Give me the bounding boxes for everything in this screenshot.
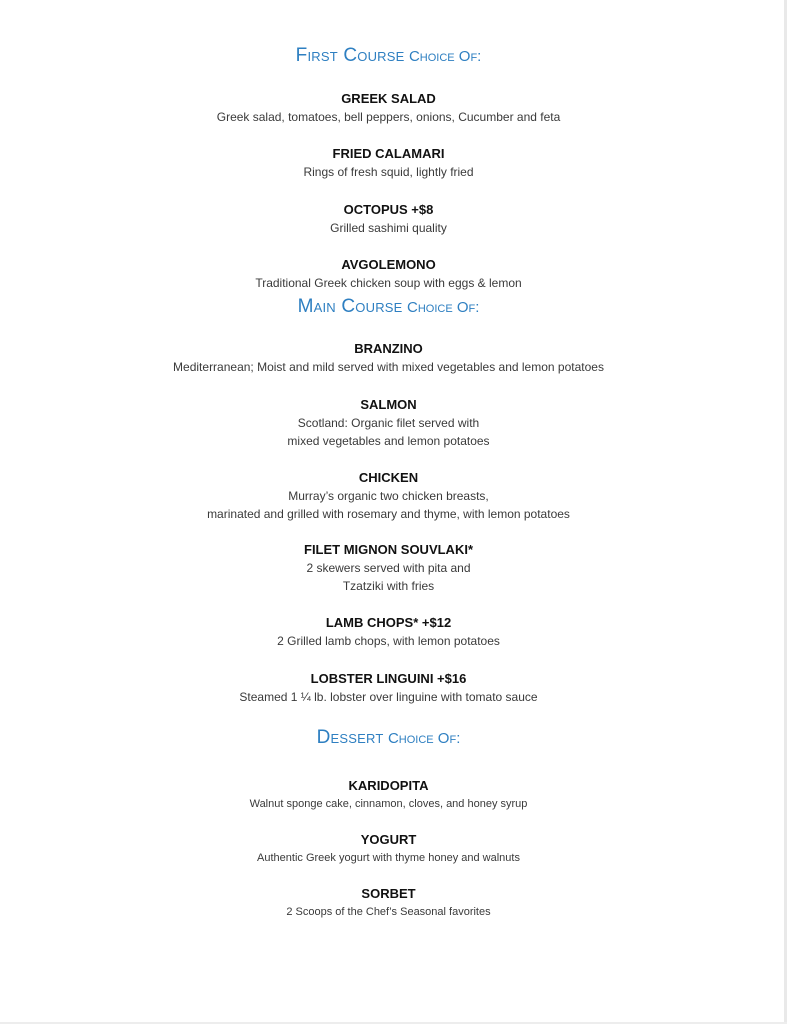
section-subtitle: Choice Of: — [387, 730, 461, 747]
item-description: 2 skewers served with pita and — [306, 561, 471, 575]
section-subtitle: Choice Of: — [408, 48, 482, 65]
section-title: Main Course — [297, 296, 403, 317]
section-heading-main-course — [0, 296, 777, 318]
item-description: Greek salad, tomatoes, bell peppers, onions, Cucumber and feta — [216, 110, 561, 124]
item-name: YOGURT — [360, 832, 417, 847]
item-description: Scotland: Organic filet served with — [297, 416, 480, 430]
item-name: SALMON — [360, 397, 417, 412]
item-description: Authentic Greek yogurt with thyme honey and walnuts — [257, 852, 520, 864]
item-description: Grilled sashimi quality — [330, 221, 447, 235]
item-description: Tzatziki with fries — [342, 579, 435, 593]
item-name: BRANZINO — [354, 341, 423, 356]
item-name: CHICKEN — [358, 470, 419, 485]
item-name: LOBSTER LINGUINI +$16 — [310, 671, 467, 686]
item-description: 2 Scoops of the Chef’s Seasonal favorites — [286, 906, 491, 918]
section-title: First Course — [295, 45, 405, 66]
menu-item-octopus — [0, 201, 777, 237]
menu-item-salmon — [0, 396, 777, 450]
item-description: Traditional Greek chicken soup with eggs & lemon — [255, 276, 522, 290]
menu-item-avgolemono — [0, 256, 777, 292]
item-name: FILET MIGNON SOUVLAKI* — [304, 542, 473, 557]
section-title: Dessert — [316, 727, 384, 748]
item-description: Mediterranean; Moist and mild served with mixed vegetables and lemon potatoes — [173, 360, 604, 374]
item-description: Murray’s organic two chicken breasts, — [288, 489, 489, 503]
item-description: Rings of fresh squid, lightly fried — [303, 165, 474, 179]
item-name: LAMB CHOPS* +$12 — [325, 615, 452, 630]
item-name: AVGOLEMONO — [341, 257, 436, 272]
menu-item-lamb-chops — [0, 614, 777, 650]
item-description: marinated and grilled with rosemary and thyme, with lemon potatoes — [207, 507, 570, 521]
menu-item-greek-salad — [0, 90, 777, 126]
item-name: OCTOPUS +$8 — [343, 202, 434, 217]
item-description: Steamed 1 ¼ lb. lobster over linguine with tomato sauce — [239, 690, 538, 704]
section-subtitle: Choice Of: — [406, 299, 480, 316]
menu-item-sorbet — [0, 885, 777, 921]
menu-item-fried-calamari — [0, 145, 777, 181]
item-description: Walnut sponge cake, cinnamon, cloves, and honey syrup — [249, 798, 528, 810]
section-heading-dessert — [0, 727, 777, 749]
menu-item-branzino — [0, 340, 777, 376]
menu-item-karidopita — [0, 777, 777, 813]
item-name: SORBET — [361, 886, 416, 901]
menu-item-chicken — [0, 469, 777, 523]
menu-item-yogurt — [0, 831, 777, 867]
item-description: mixed vegetables and lemon potatoes — [287, 434, 490, 448]
item-name: KARIDOPITA — [348, 778, 429, 793]
item-name: GREEK SALAD — [341, 91, 436, 106]
item-name: FRIED CALAMARI — [332, 146, 445, 161]
item-description: 2 Grilled lamb chops, with lemon potatoes — [277, 634, 500, 648]
section-heading-first-course — [0, 45, 777, 67]
menu-item-filet-mignon-souvlaki — [0, 541, 777, 595]
menu-item-lobster-linguini — [0, 670, 777, 706]
